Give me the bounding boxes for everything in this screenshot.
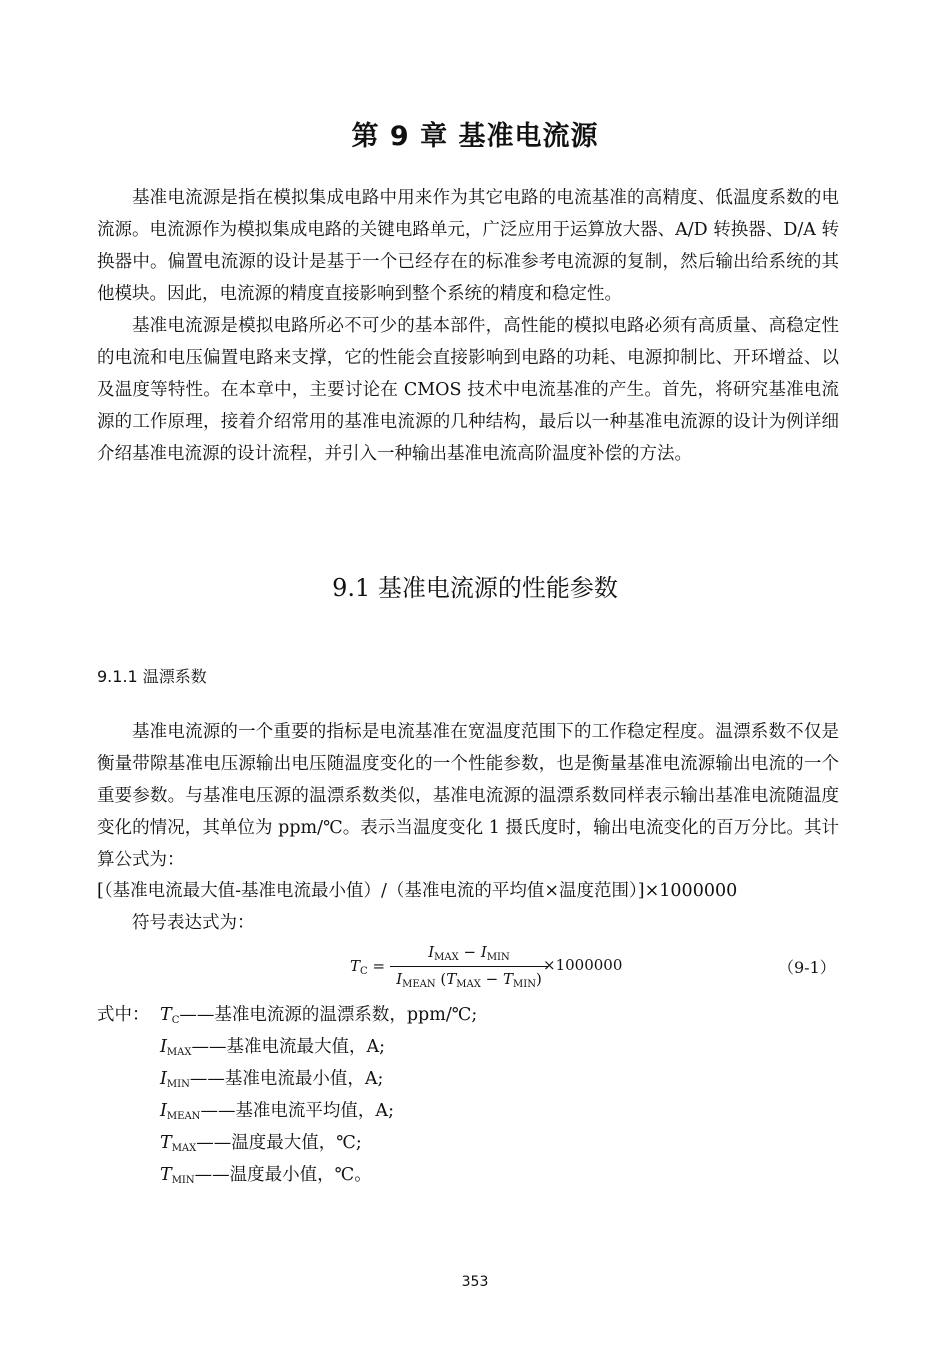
chapter-title: 第 9 章 基准电流源	[351, 121, 599, 152]
definition-item: $T_C——$基准电流源的温漂系数，ppm/℃;	[160, 1005, 478, 1026]
definition-item: $T_{MIN}——$温度最小值，℃。	[160, 1165, 372, 1186]
equation-lhs: $T_C$ =	[350, 957, 386, 977]
section-title: 9.1 基准电流源的性能参数	[332, 574, 618, 602]
definition-item: $T_{MAX}——$温度最大值，℃;	[160, 1133, 362, 1154]
subsection-title: 9.1.1 温漂系数	[97, 667, 207, 686]
fraction-bar	[390, 966, 548, 967]
intro-paragraph-2: 基准电流源是模拟电路所必不可少的基本部件，高性能的模拟电路必须有高质量、高稳定性的电流和电压偏置电路来支撑，它的性能会直接影响到电路的功耗、电源抑制比、开环增益、以及温度等特性。在本章中，主要讨论在 CMOS 技术中电流基准的产生。首先，将研究基准电流源的工作原理，接着介绍常用的基准电流源的几种结构，最后以一种基准电流源的设计为例详细介绍基准电流源的设计流程，并引入一种输出基准电流高阶温度补偿的方法。	[97, 316, 839, 464]
definitions-prefix: 式中：	[97, 1005, 150, 1025]
definition-item: $I_{MAX}——$基准电流最大值，A;	[160, 1037, 386, 1058]
formula-text-line: [（基准电流最大值-基准电流最小值）/（基准电流的平均值×温度范围）]×1000000	[97, 881, 738, 901]
body-text	[97, 716, 839, 876]
intro-paragraph-1: 基准电流源是指在模拟集成电路中用来作为其它电路的电流基准的高精度、低温度系数的电流源。电流源作为模拟集成电路的关键电路单元，广泛应用于运算放大器、A/D 转换器、D/A 转换器中。偏置电流源的设计是基于一个已经存在的标准参考电流源的复制，然后输出给系统的其他模块。因此，电流源的精度直接影响到整个系统的精度和稳定性。	[97, 188, 839, 304]
page-number: 353	[461, 1274, 489, 1290]
equation-9-1	[350, 940, 650, 996]
definition-item: $I_{MEAN}——$基准电流平均值，A;	[160, 1101, 394, 1122]
symbolic-label: 符号表达式为：	[132, 913, 255, 933]
equation-numerator: $I_{MAX} - I_{MIN}$	[428, 943, 510, 963]
equation-multiplier: ×1000000	[543, 956, 623, 974]
equation-number: （9-1）	[778, 958, 836, 977]
definition-item: $I_{MIN}——$基准电流最小值，A;	[160, 1069, 384, 1090]
equation-denominator: $I_{MEAN}$ $(T_{MAX} - T_{MIN})$	[396, 970, 542, 990]
intro-text	[97, 182, 839, 470]
body-paragraph-1: 基准电流源的一个重要的指标是电流基准在宽温度范围下的工作稳定程度。温漂系数不仅是衡量带隙基准电压源输出电压随温度变化的一个性能参数，也是衡量基准电流源输出电流的一个重要参数。与基准电压源的温漂系数类似，基准电流源的温漂系数同样表示输出基准电流随温度变化的情况，其单位为 ppm/℃。表示当温度变化 1 摄氏度时，输出电流变化的百万分比。其计算公式为：	[97, 722, 839, 870]
